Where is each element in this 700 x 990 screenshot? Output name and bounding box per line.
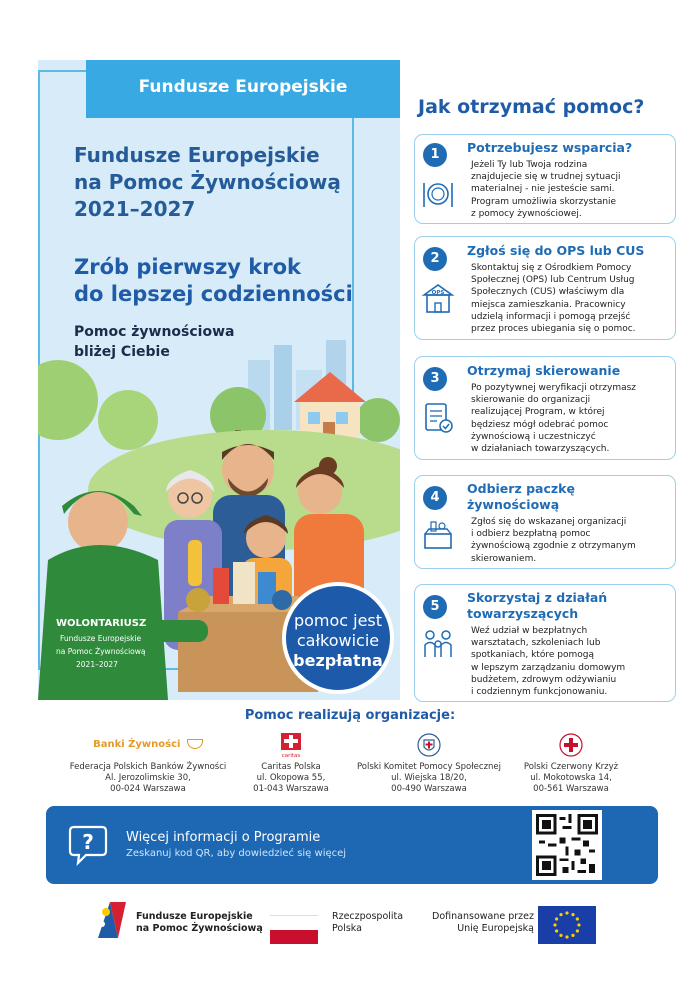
eu-star [576, 917, 579, 920]
org-pkps [354, 732, 504, 795]
caritas-logo-text: caritas [281, 753, 301, 758]
step-number: 5 [423, 595, 447, 619]
more-info-banner [46, 806, 658, 884]
rp-line: Rzeczpospolita [332, 911, 404, 922]
org-address: 01-043 Warszawa [253, 784, 329, 794]
program-title-line: Fundusze Europejskie [74, 143, 320, 167]
hero-headline-line: do lepszej codzienności [74, 282, 353, 306]
step-text-line: skierowanie do organizacji [471, 395, 591, 406]
step-card-5 [414, 584, 676, 702]
ops-building-icon [421, 281, 455, 315]
eu-line: Unię Europejską [457, 923, 534, 934]
question-bubble-icon [68, 824, 108, 866]
step-text-line: Społecznych (CUS) właściwym dla [471, 287, 625, 298]
red-cross-logo [558, 732, 584, 758]
step-title [467, 481, 673, 513]
steps-heading: Jak otrzymać pomoc? [418, 96, 645, 118]
step-text-line: w działaniach towarzyszących. [471, 444, 610, 455]
org-name: Caritas Polska [261, 762, 321, 772]
badge-line: całkowicie [296, 631, 380, 650]
step-title [467, 590, 673, 622]
step-text-line: Zgłoś się do wskazanej organizacji [471, 517, 627, 527]
step-title: Zgłoś się do OPS lub CUS [467, 243, 645, 258]
rp-logo-text [332, 911, 403, 935]
fe-logo [96, 898, 132, 942]
step-card-2 [414, 236, 676, 340]
svg-text:?: ? [82, 830, 94, 854]
qr-code-image [536, 814, 598, 876]
step-text-line: Społecznej (OPS) lub Centrum Usług [471, 275, 635, 286]
program-title-line: na Pomoc Żywnościową [74, 170, 341, 194]
org-address: ul. Wiejska 18/20, [391, 773, 467, 783]
eu-star [576, 929, 579, 932]
step-text-line: realizującej Program, w której [471, 407, 605, 418]
step-description [471, 262, 675, 335]
basket-icon [187, 739, 203, 749]
step-text-line: Program umożliwia skorzystanie [471, 196, 617, 207]
step-text-line: Jeżeli Ty lub Twoja rodzina [471, 160, 588, 170]
hero-tab-label: Fundusze Europejskie [138, 77, 348, 97]
step-text-line: będziesz mógł odebrać pomoc [471, 419, 609, 430]
org-address: 00-490 Warszawa [391, 784, 467, 794]
step-text-line: i codziennym funkcjonowaniu. [471, 687, 608, 698]
eu-star [553, 923, 556, 926]
pkps-logo [416, 732, 442, 758]
org-address: ul. Mokotowska 14, [530, 773, 612, 783]
eu-flag-icon [538, 906, 596, 944]
qr-code[interactable] [532, 810, 602, 880]
eu-star [577, 923, 580, 926]
step-title-line: żywnościową [467, 497, 560, 512]
step-text-line: skierowaniem. [471, 553, 537, 564]
org-red-cross [516, 732, 626, 795]
caritas-logo [280, 732, 302, 758]
step-title-line: towarzyszących [467, 606, 579, 621]
eu-star [559, 934, 562, 937]
step-title: Potrzebujesz wsparcia? [467, 140, 633, 155]
eu-star [559, 913, 562, 916]
eu-star [571, 934, 574, 937]
eu-star [565, 935, 568, 938]
hero-subtitle-line: Pomoc żywnościowa [74, 324, 235, 340]
fe-logo-text [136, 911, 263, 935]
family-icon [421, 627, 455, 661]
free-help-badge [282, 582, 394, 694]
step-card-4 [414, 475, 676, 569]
food-banks-logo-text: Banki Żywności [93, 739, 181, 750]
step-text-line: materialnej - nie jesteście sami. [471, 184, 615, 195]
step-text-line: miejsca zamieszkania. Pracownicy [471, 299, 626, 310]
eu-cofinanced-text [428, 911, 534, 935]
food-box-icon [421, 518, 455, 552]
badge-line-bold: bezpłatna [293, 651, 383, 670]
step-text-line: z pomocy żywnościowej. [471, 208, 582, 219]
step-number: 2 [423, 247, 447, 271]
more-info-title: Więcej informacji o Programie [126, 830, 321, 845]
org-address: 00-024 Warszawa [110, 784, 186, 794]
step-text-line: warsztatach, szkoleniach lub [471, 638, 601, 649]
step-text-line: w lepszym zarządzaniu domowym [471, 662, 626, 673]
plate-cutlery-icon [421, 177, 455, 211]
step-text-line: udzielą informacji i pomogą przejść [471, 311, 631, 322]
program-title [74, 142, 374, 223]
program-title-line: 2021–2027 [74, 197, 196, 221]
step-text-line: Weź udział w bezpłatnych [471, 626, 588, 636]
eu-star [555, 929, 558, 932]
hoodie-text: 2021–2027 [76, 660, 118, 669]
step-card-1 [414, 134, 676, 224]
eu-line: Dofinansowane przez [432, 911, 534, 922]
hoodie-text: Fundusze Europejskie [60, 634, 142, 643]
org-address: Al. Jerozolimskie 30, [105, 773, 191, 783]
hero-subtitle-line: bliżej Ciebie [74, 344, 170, 360]
org-name: Polski Komitet Pomocy Społecznej [356, 762, 502, 772]
org-food-banks [58, 732, 238, 795]
step-title-line: Skorzystaj z działań [467, 590, 608, 605]
hero-tab [86, 60, 400, 118]
hoodie-text: na Pomoc Żywnościową [56, 647, 146, 656]
step-text-line: żywnościową zgodnie z otrzymanym [471, 541, 636, 552]
organizations-heading: Pomoc realizują organizacje: [244, 708, 456, 723]
org-address: ul. Okopowa 55, [256, 773, 326, 783]
step-text-line: Po pozytywnej weryfikacji otrzymasz [471, 383, 637, 393]
org-name: Federacja Polskich Banków Żywności [69, 762, 227, 772]
step-text-line: i odbierz bezpłatną pomoc [471, 529, 591, 540]
eu-star [555, 917, 558, 920]
badge-line: pomoc jest [293, 611, 383, 630]
step-text-line: znajdujecie się w trudnej sytuacji [471, 172, 621, 183]
step-number: 3 [423, 367, 447, 391]
food-banks-logo [58, 732, 238, 758]
fe-line: na Pomoc Żywnościową [136, 923, 263, 934]
eu-star [571, 913, 574, 916]
org-address: 00-561 Warszawa [533, 784, 609, 794]
fe-line: Fundusze Europejskie [136, 911, 253, 922]
poland-flag-icon [270, 915, 318, 943]
step-text-line: żywnościową i uczestniczyć [471, 431, 596, 442]
step-text-line: Skontaktuj się z Ośrodkiem Pomocy [471, 263, 632, 273]
step-description [471, 516, 675, 565]
step-number: 4 [423, 486, 447, 510]
step-text-line: przez proces ubiegania się o pomoc. [471, 324, 636, 335]
step-description [471, 625, 675, 698]
org-caritas [246, 732, 336, 795]
step-description [471, 159, 675, 220]
eu-star [565, 911, 568, 914]
step-text-line: budżetem, zdrowym odżywianiu [471, 674, 617, 685]
more-info-subtitle: Zeskanuj kod QR, aby dowiedzieć się więcej [126, 848, 347, 859]
step-number: 1 [423, 143, 447, 167]
rp-line: Polska [332, 923, 362, 934]
step-title-line: Odbierz paczkę [467, 481, 575, 496]
step-description [471, 382, 675, 455]
step-title: Otrzymaj skierowanie [467, 363, 621, 378]
hoodie-text: WOLONTARIUSZ [56, 618, 147, 629]
org-name: Polski Czerwony Krzyż [523, 762, 619, 772]
hero-headline-line: Zrób pierwszy krok [74, 255, 302, 279]
document-check-icon [421, 401, 455, 435]
step-card-3 [414, 356, 676, 460]
step-text-line: spotkaniach, które pomogą [471, 650, 594, 661]
ops-icon-label: OPS [431, 290, 445, 296]
